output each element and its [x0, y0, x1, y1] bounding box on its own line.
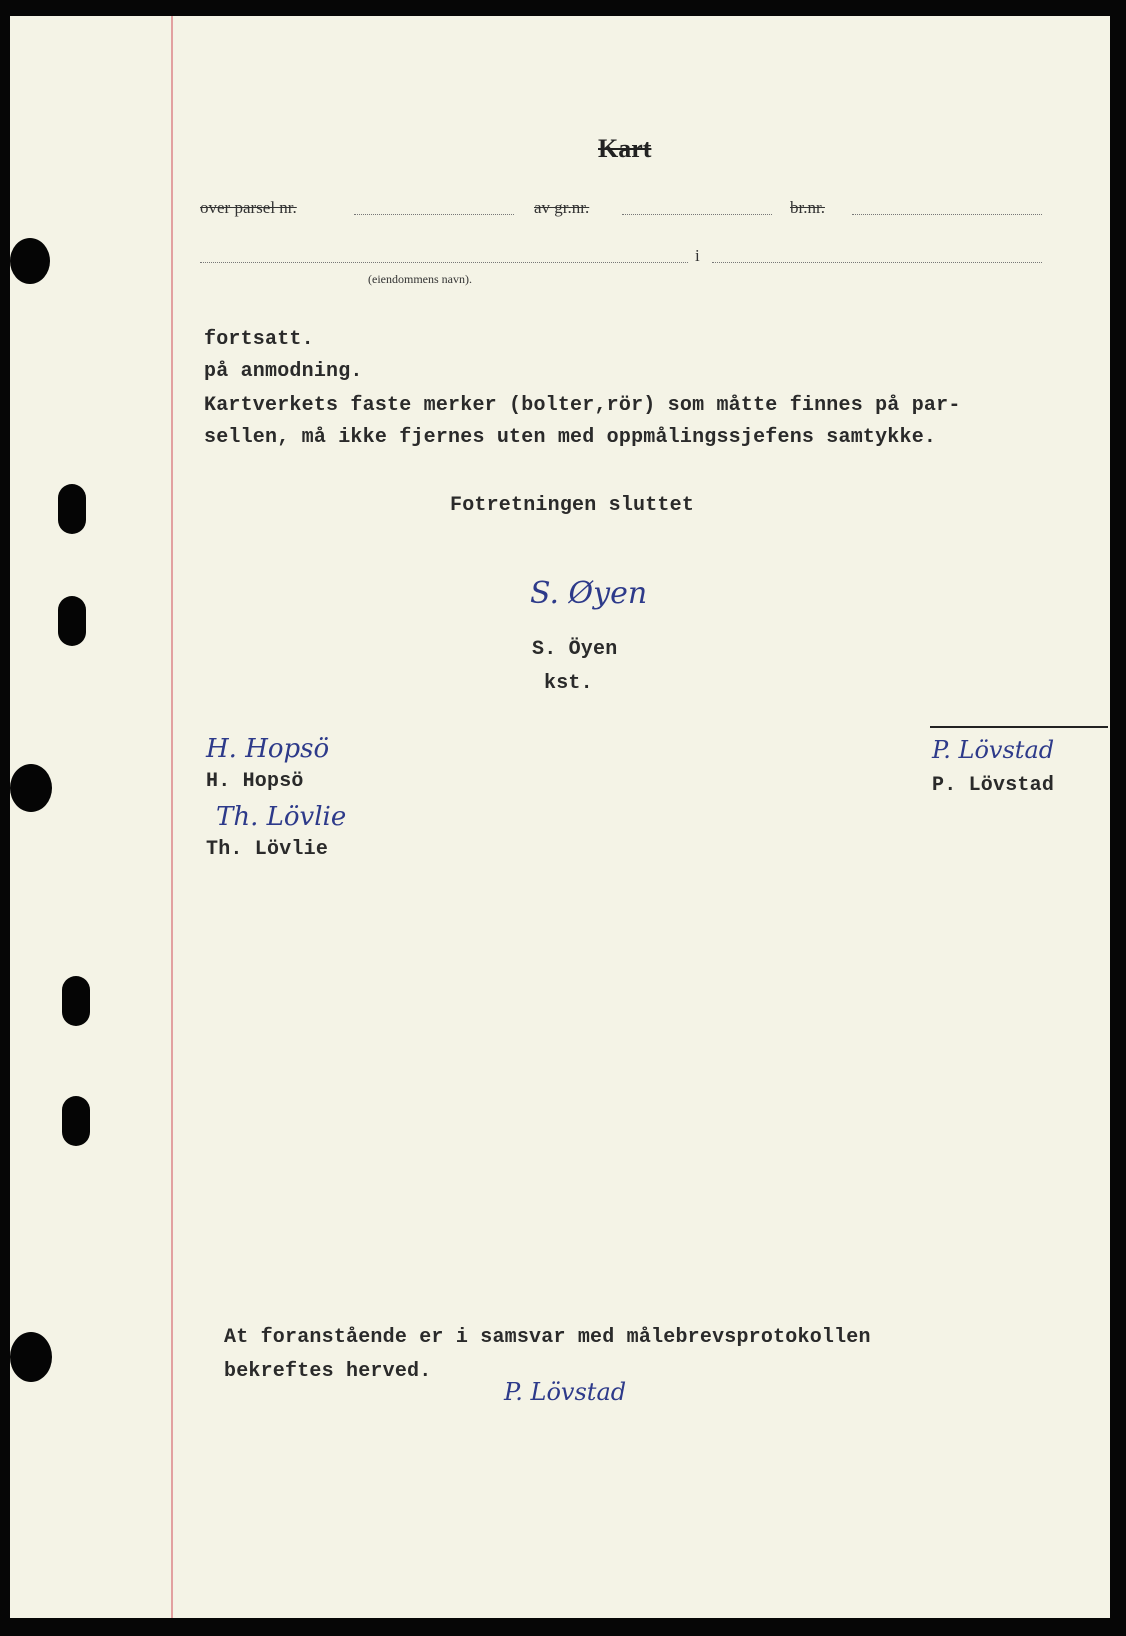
witness-2-signature: Th. Lövlie	[216, 802, 347, 832]
parcel-field-line	[354, 214, 514, 215]
body-line-2: på anmodning.	[204, 360, 363, 383]
punch-hole	[10, 1332, 52, 1382]
witness-1-name: H. Hopsö	[206, 770, 304, 793]
main-signature: S. Øyen	[530, 576, 648, 611]
right-signer-name: P. Lövstad	[932, 774, 1055, 797]
parcel-label: over parsel nr.	[200, 198, 297, 217]
punch-hole	[10, 764, 52, 812]
certification-line-2: bekreftes herved.	[224, 1360, 432, 1383]
body-line-1: fortsatt.	[204, 328, 314, 351]
main-signer-name: S. Öyen	[532, 638, 618, 661]
witness-2-name: Th. Lövlie	[206, 838, 329, 861]
in-label: i	[695, 246, 700, 265]
punch-hole	[58, 484, 86, 534]
punch-hole	[10, 238, 50, 284]
bnr-field-line	[852, 214, 1042, 215]
certification-signature: P. Lövstad	[504, 1378, 627, 1406]
certification-line-1: At foranstående er i samsvar med målebrevsprotokollen	[224, 1326, 871, 1349]
property-name-label: (eiendommens navn).	[368, 272, 472, 286]
gnr-field-line	[622, 214, 772, 215]
gnr-label: av gr.nr.	[534, 198, 590, 217]
closing-line: Fotretningen sluttet	[450, 494, 695, 517]
signature-rule	[930, 726, 1108, 728]
document-page	[10, 16, 1110, 1618]
margin-line	[171, 16, 173, 1618]
body-line-3: Kartverkets faste merker (bolter,rör) som måtte finnes på par-	[204, 394, 961, 417]
punch-hole	[62, 1096, 90, 1146]
witness-1-signature: H. Hopsö	[206, 734, 330, 764]
punch-hole	[62, 976, 90, 1026]
form-title: Kart	[598, 134, 652, 163]
right-signature: P. Lövstad	[932, 736, 1055, 764]
property-name-line	[200, 262, 688, 263]
body-line-4: sellen, må ikke fjernes uten med oppmålingssjefens samtykke.	[204, 426, 937, 449]
municipality-line	[712, 262, 1042, 263]
punch-hole	[58, 596, 86, 646]
bnr-label: br.nr.	[790, 198, 825, 217]
main-signer-title: kst.	[544, 672, 593, 695]
